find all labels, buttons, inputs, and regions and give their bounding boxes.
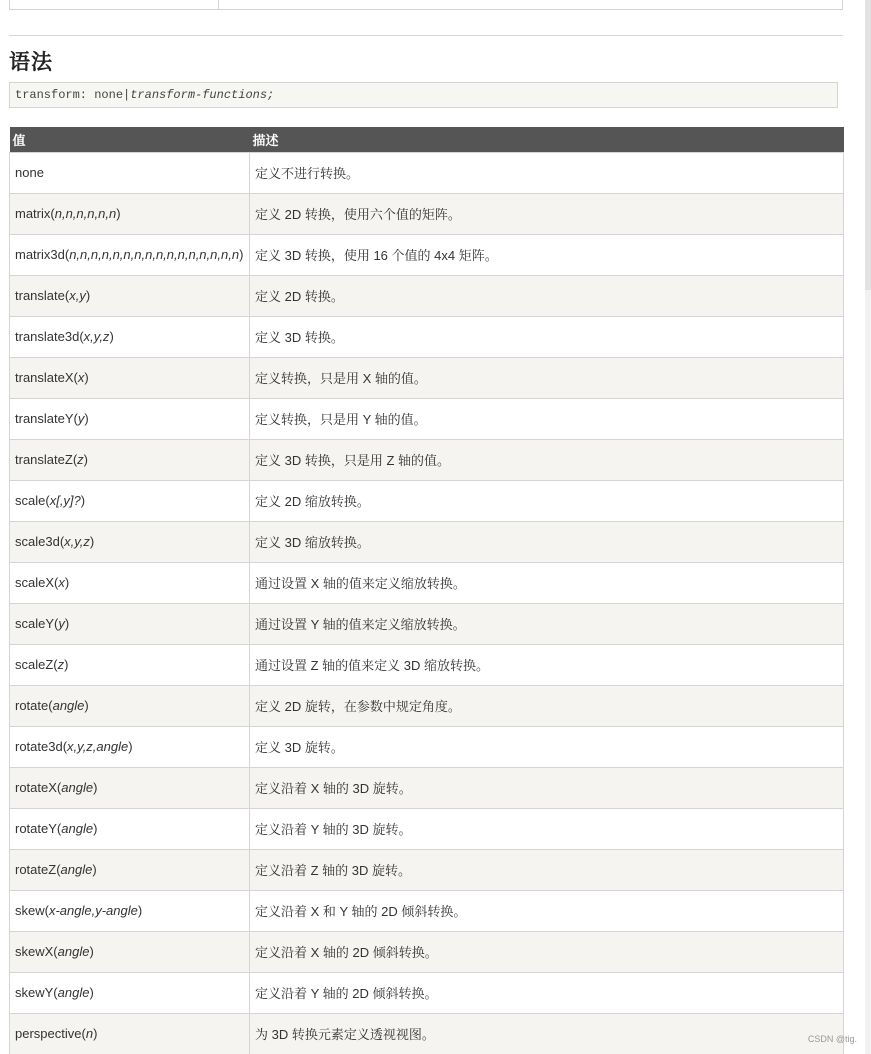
function-name: perspective bbox=[15, 1026, 82, 1041]
function-args: angle bbox=[60, 862, 93, 877]
value-cell: rotateX(angle) bbox=[10, 767, 250, 808]
section-heading: 语法 bbox=[9, 50, 53, 74]
value-cell: skew(x-angle,y-angle) bbox=[10, 890, 250, 931]
table-row bbox=[10, 603, 844, 644]
value-cell: matrix3d(n,n,n,n,n,n,n,n,n,n,n,n,n,n,n,n) bbox=[10, 234, 250, 275]
description-cell: 定义不进行转换。 bbox=[250, 152, 844, 193]
function-args: y bbox=[77, 411, 85, 426]
value-cell: translate3d(x,y,z) bbox=[10, 316, 250, 357]
function-name: rotate3d bbox=[15, 739, 63, 754]
function-args: angle bbox=[61, 780, 94, 795]
function-name: translate3d bbox=[15, 329, 80, 344]
function-name: translate bbox=[15, 288, 65, 303]
function-name: rotate bbox=[15, 698, 49, 713]
table-row bbox=[10, 439, 844, 480]
function-args: z bbox=[77, 452, 84, 467]
section-divider bbox=[9, 35, 843, 36]
value-cell: skewY(angle) bbox=[10, 972, 250, 1013]
function-args: x bbox=[58, 575, 65, 590]
table-row bbox=[10, 808, 844, 849]
table-row bbox=[10, 193, 844, 234]
table-row bbox=[10, 685, 844, 726]
table-row bbox=[10, 890, 844, 931]
description-cell: 通过设置 Y 轴的值来定义缩放转换。 bbox=[250, 603, 844, 644]
function-args: x-angle,y-angle bbox=[48, 903, 138, 918]
table-row bbox=[10, 562, 844, 603]
function-name: none bbox=[15, 165, 44, 180]
function-args: x,y,z bbox=[83, 329, 110, 344]
function-args: n bbox=[85, 1026, 94, 1041]
description-cell: 定义 2D 旋转，在参数中规定角度。 bbox=[250, 685, 844, 726]
syntax-code-prefix: transform: none| bbox=[15, 88, 131, 102]
table-row bbox=[10, 726, 844, 767]
value-cell: matrix(n,n,n,n,n,n) bbox=[10, 193, 250, 234]
value-cell: skewX(angle) bbox=[10, 931, 250, 972]
function-args: x[,y]? bbox=[49, 493, 81, 508]
table-row bbox=[10, 767, 844, 808]
value-cell: scale3d(x,y,z) bbox=[10, 521, 250, 562]
description-cell: 定义沿着 X 轴的 2D 倾斜转换。 bbox=[250, 931, 844, 972]
table-row bbox=[10, 931, 844, 972]
function-name: rotateX bbox=[15, 780, 57, 795]
previous-table-fragment bbox=[9, 0, 843, 10]
value-cell: translate(x,y) bbox=[10, 275, 250, 316]
description-cell: 定义转换，只是用 Y 轴的值。 bbox=[250, 398, 844, 439]
function-name: scaleX bbox=[15, 575, 55, 590]
function-args: angle bbox=[57, 944, 90, 959]
transform-values-table bbox=[9, 127, 844, 1054]
function-name: translateY bbox=[15, 411, 74, 426]
value-cell: scale(x[,y]?) bbox=[10, 480, 250, 521]
table-row bbox=[10, 357, 844, 398]
previous-table-divider bbox=[218, 0, 219, 10]
value-cell: translateY(y) bbox=[10, 398, 250, 439]
table-row bbox=[10, 234, 844, 275]
description-cell: 定义 3D 转换，使用 16 个值的 4x4 矩阵。 bbox=[250, 234, 844, 275]
description-cell: 定义 2D 转换，使用六个值的矩阵。 bbox=[250, 193, 844, 234]
value-cell: translateX(x) bbox=[10, 357, 250, 398]
value-cell: rotateY(angle) bbox=[10, 808, 250, 849]
function-name: skewY bbox=[15, 985, 54, 1000]
table-row bbox=[10, 521, 844, 562]
function-args: angle bbox=[61, 821, 94, 836]
scrollbar-thumb[interactable] bbox=[865, 0, 871, 290]
function-args: z bbox=[57, 657, 65, 672]
function-args: x,y bbox=[69, 288, 86, 303]
table-body bbox=[10, 152, 844, 1054]
syntax-code-functions: transform-functions; bbox=[130, 88, 275, 102]
header-description: 描述 bbox=[250, 127, 844, 152]
function-args: n,n,n,n,n,n,n,n,n,n,n,n,n,n,n,n bbox=[69, 247, 240, 262]
table-row bbox=[10, 644, 844, 685]
function-args: angle bbox=[57, 985, 90, 1000]
watermark: CSDN @tig. bbox=[807, 1034, 857, 1044]
table-header-row bbox=[10, 127, 844, 152]
function-name: scaleZ bbox=[15, 657, 54, 672]
description-cell: 定义 3D 转换，只是用 Z 轴的值。 bbox=[250, 439, 844, 480]
value-cell: rotate3d(x,y,z,angle) bbox=[10, 726, 250, 767]
description-cell: 定义 3D 转换。 bbox=[250, 316, 844, 357]
description-cell: 定义转换，只是用 X 轴的值。 bbox=[250, 357, 844, 398]
value-cell: scaleZ(z) bbox=[10, 644, 250, 685]
table-row bbox=[10, 480, 844, 521]
function-name: skewX bbox=[15, 944, 54, 959]
value-cell bbox=[10, 152, 250, 193]
value-cell: scaleY(y) bbox=[10, 603, 250, 644]
function-args: n,n,n,n,n,n bbox=[54, 206, 117, 221]
description-cell: 通过设置 X 轴的值来定义缩放转换。 bbox=[250, 562, 844, 603]
syntax-code-box bbox=[9, 82, 838, 108]
function-name: rotateY bbox=[15, 821, 57, 836]
function-args: x,y,z,angle bbox=[67, 739, 129, 754]
description-cell: 为 3D 转换元素定义透视视图。 bbox=[250, 1013, 844, 1054]
table-row bbox=[10, 398, 844, 439]
description-cell: 定义 3D 旋转。 bbox=[250, 726, 844, 767]
function-name: scaleY bbox=[15, 616, 55, 631]
header-value: 值 bbox=[10, 127, 250, 152]
table-row bbox=[10, 316, 844, 357]
function-args: x bbox=[77, 370, 85, 385]
function-name: skew bbox=[15, 903, 45, 918]
description-cell: 定义沿着 Y 轴的 3D 旋转。 bbox=[250, 808, 844, 849]
table-row bbox=[10, 1013, 844, 1054]
description-cell: 定义沿着 X 和 Y 轴的 2D 倾斜转换。 bbox=[250, 890, 844, 931]
description-cell: 定义沿着 X 轴的 3D 旋转。 bbox=[250, 767, 844, 808]
value-cell: rotate(angle) bbox=[10, 685, 250, 726]
description-cell: 定义 2D 缩放转换。 bbox=[250, 480, 844, 521]
table-row bbox=[10, 152, 844, 193]
description-cell: 定义 2D 转换。 bbox=[250, 275, 844, 316]
function-name: rotateZ bbox=[15, 862, 57, 877]
value-cell: rotateZ(angle) bbox=[10, 849, 250, 890]
function-args: angle bbox=[52, 698, 85, 713]
description-cell: 定义沿着 Z 轴的 3D 旋转。 bbox=[250, 849, 844, 890]
table-row bbox=[10, 972, 844, 1013]
description-cell: 定义沿着 Y 轴的 2D 倾斜转换。 bbox=[250, 972, 844, 1013]
function-name: translateZ bbox=[15, 452, 73, 467]
value-cell: translateZ(z) bbox=[10, 439, 250, 480]
table-row bbox=[10, 849, 844, 890]
function-args: y bbox=[58, 616, 65, 631]
value-cell: perspective(n) bbox=[10, 1013, 250, 1054]
description-cell: 定义 3D 缩放转换。 bbox=[250, 521, 844, 562]
value-cell: scaleX(x) bbox=[10, 562, 250, 603]
function-name: matrix3d bbox=[15, 247, 65, 262]
description-cell: 通过设置 Z 轴的值来定义 3D 缩放转换。 bbox=[250, 644, 844, 685]
function-name: scale bbox=[15, 493, 46, 508]
table-row bbox=[10, 275, 844, 316]
function-name: translateX bbox=[15, 370, 74, 385]
function-name: matrix bbox=[15, 206, 51, 221]
function-args: x,y,z bbox=[64, 534, 90, 549]
function-name: scale3d bbox=[15, 534, 60, 549]
